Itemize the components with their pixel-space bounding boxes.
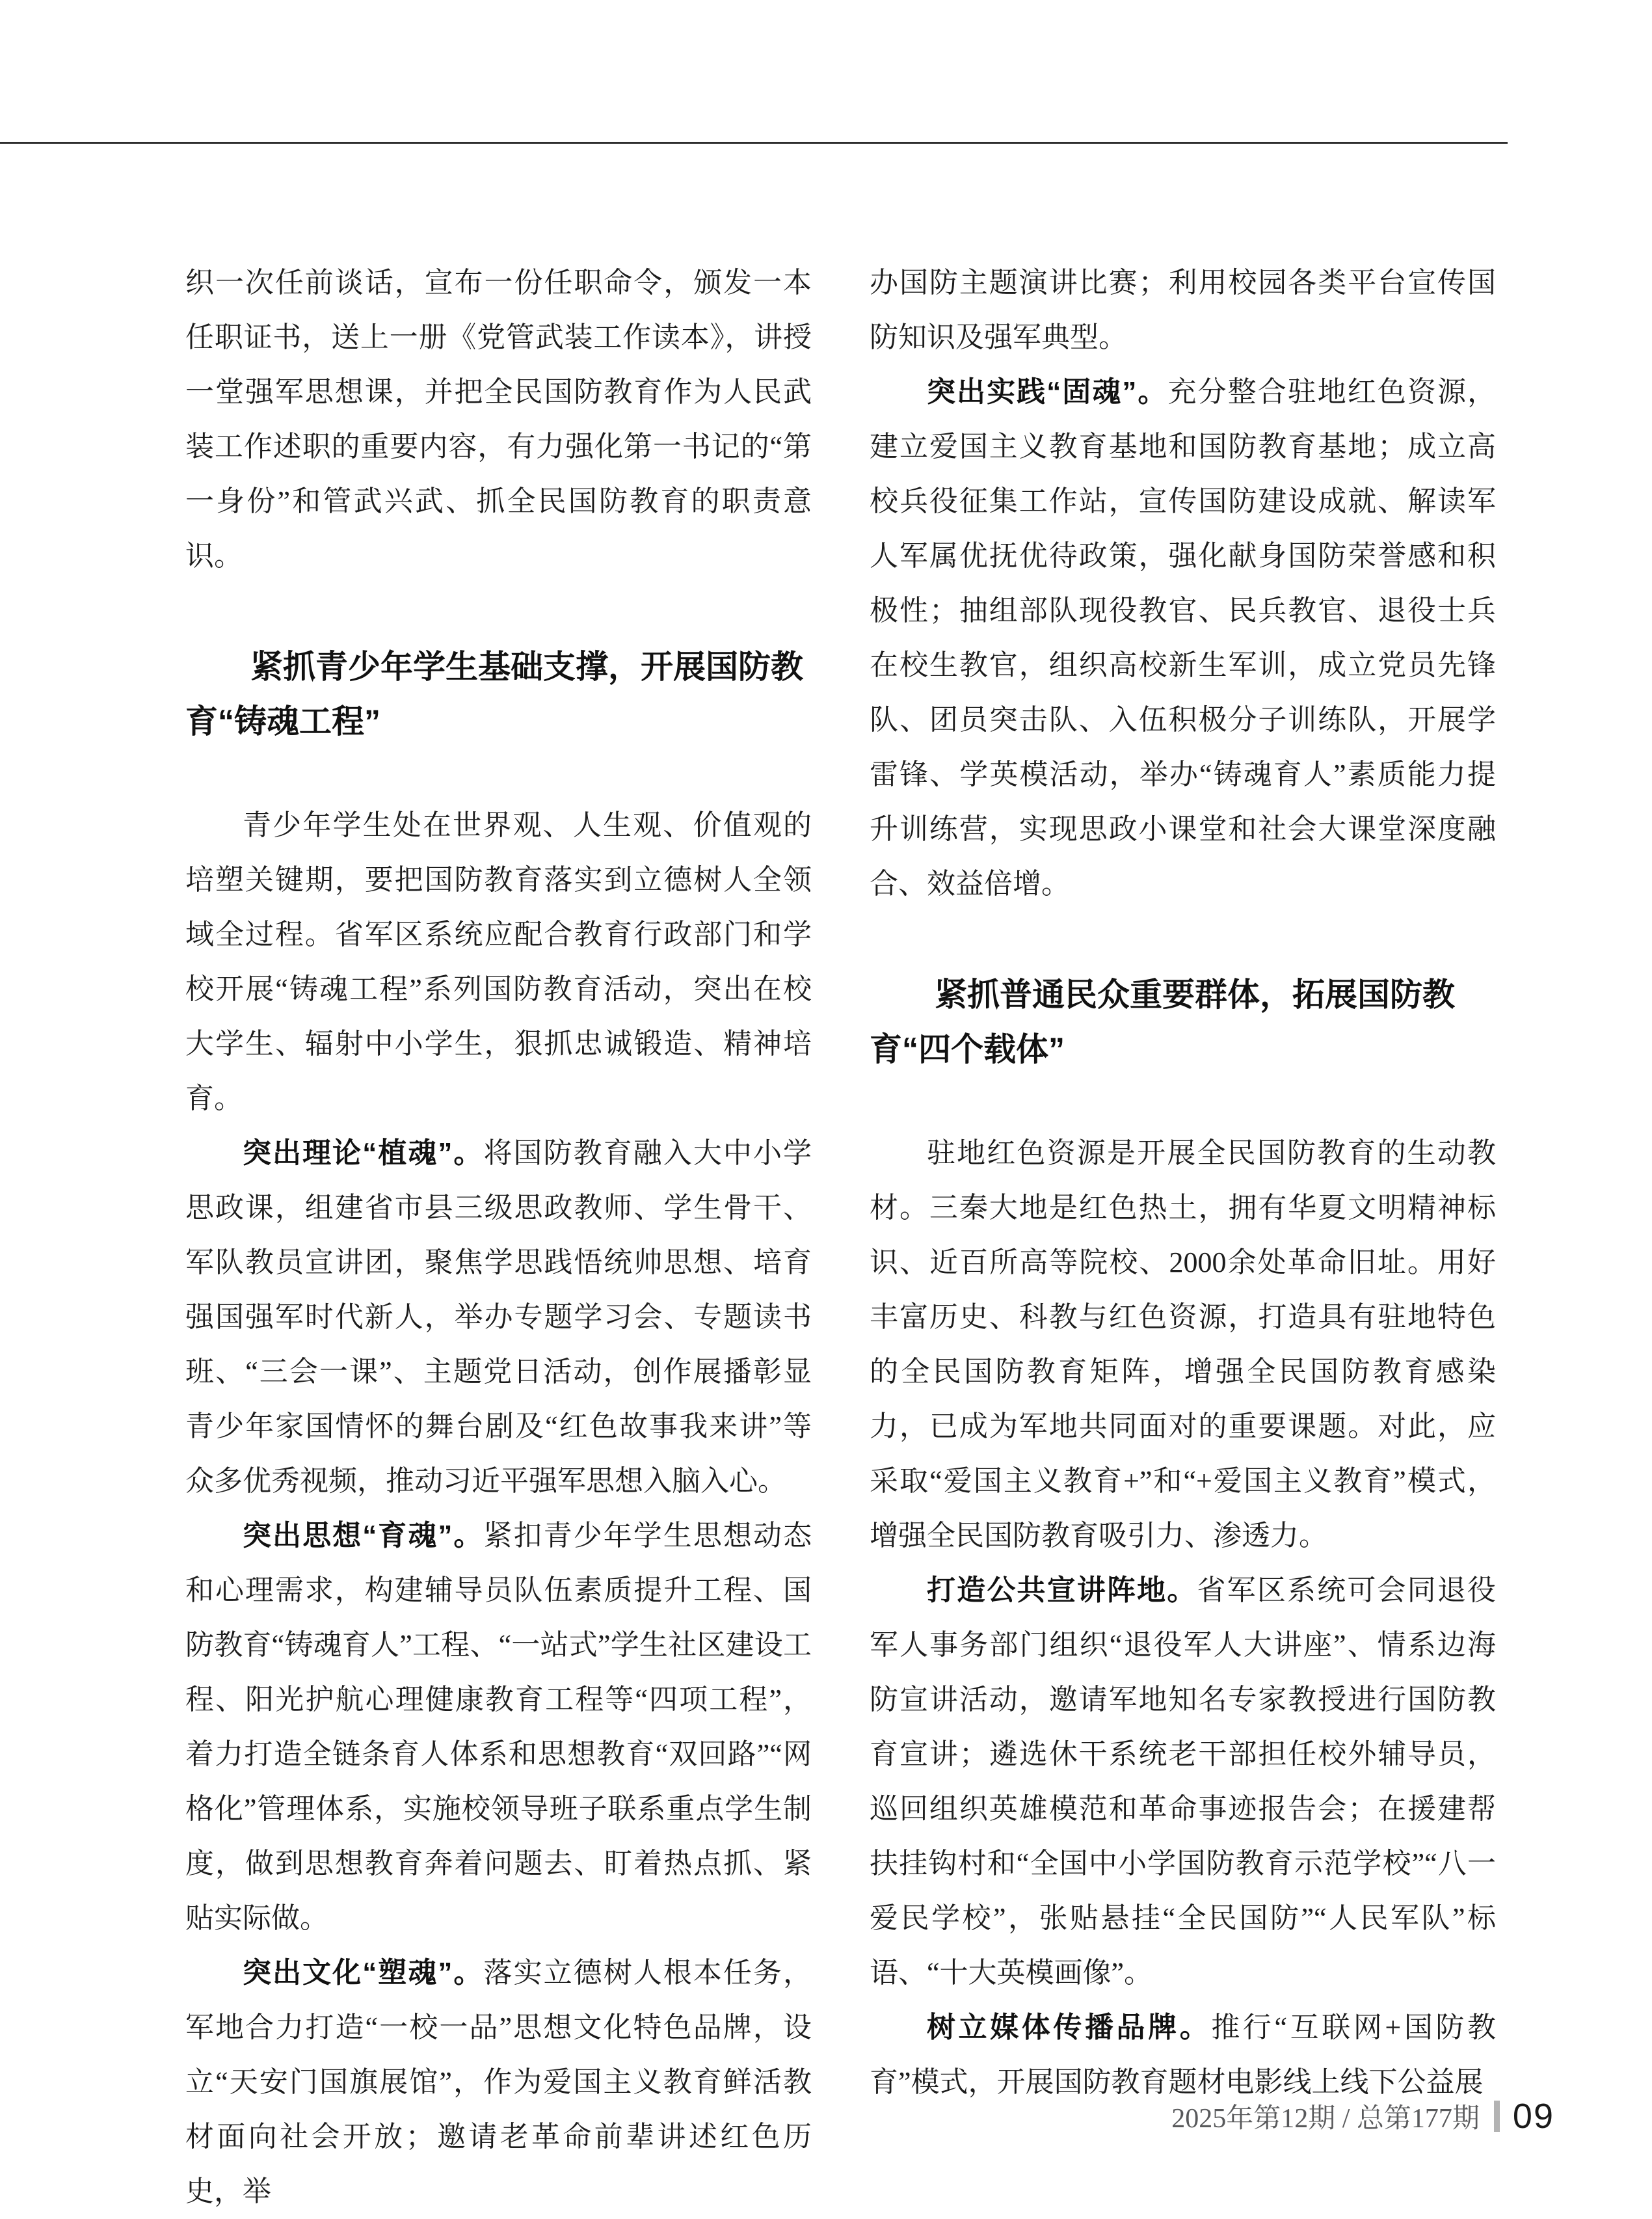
section-heading: 紧抓青少年学生基础支撑，开展国防教育“铸魂工程” <box>185 649 803 740</box>
paragraph-lead: 突出实践“固魂”。 <box>927 376 1168 408</box>
paragraph: 办国防主题演讲比赛；利用校园各类平台宣传国防知识及强军典型。 <box>870 267 1496 353</box>
section-heading: 紧抓普通民众重要群体，拓展国防教育“四个载体” <box>870 976 1455 1068</box>
paragraph: 突出文化“塑魂”。落实立德树人根本任务，军地合力打造“一校一品”思想文化特色品牌，设立“天安门国旗展馆”，作为爱国主义教育鲜活教材面向社会开放；邀请老革命前辈讲述红色历史，举 <box>185 1957 812 2207</box>
paragraph: 树立媒体传播品牌。推行“互联网+国防教育”模式，开展国防教育题材电影线上线下公益展 <box>870 2011 1496 2098</box>
header-rule <box>0 142 1508 144</box>
paragraph-lead: 树立媒体传播品牌。 <box>927 2011 1212 2043</box>
paragraph: 打造公共宣讲阵地。省军区系统可会同退役军人事务部门组织“退役军人大讲座”、情系边海防宣讲活动，邀请军地知名专家教授进行国防教育宣讲；遴选休干系统老干部担任校外辅导员，巡回组织英雄模范和革命事迹报告会；在援建帮扶挂钩村和“全国中小学国防教育示范学校”“八一爱民学校”，张贴悬挂“全民国防”“人民军队”标语、“十大英模画像”。 <box>870 1574 1496 1989</box>
paragraph-lead: 突出文化“塑魂”。 <box>243 1957 484 1989</box>
text-column-right <box>870 256 1496 2110</box>
text-column-left <box>185 256 812 2219</box>
paragraph: 突出思想“育魂”。紧扣青少年学生思想动态和心理需求，构建辅导员队伍素质提升工程、国防教育“铸魂育人”工程、“一站式”学生社区建设工程、阳光护航心理健康教育工程等“四项工程”，着力打造全链条育人体系和思想教育“双回路”“网格化”管理体系，实施校领导班子联系重点学生制度，做到思想教育奔着问题去、盯着热点抓、紧贴实际做。 <box>185 1520 812 1934</box>
paragraph: 突出理论“植魂”。将国防教育融入大中小学思政课，组建省市县三级思政教师、学生骨干、军队教员宣讲团，聚焦学思践悟统帅思想、培育强国强军时代新人，举办专题学习会、专题读书班、“三会一课”、主题党日活动，创作展播彰显青少年家国情怀的舞台剧及“红色故事我来讲”等众多优秀视频，推动习近平强军思想入脑入心。 <box>185 1137 812 1497</box>
paragraph: 驻地红色资源是开展全民国防教育的生动教材。三秦大地是红色热土，拥有华夏文明精神标识、近百所高等院校、2000余处革命旧址。用好丰富历史、科教与红色资源，打造具有驻地特色的全民国防教育矩阵，增强全民国防教育感染力，已成为军地共同面对的重要课题。对此，应采取“爱国主义教育+”和“+爱国主义教育”模式，增强全民国防教育吸引力、渗透力。 <box>870 1137 1496 1552</box>
footer-issue: 2025年第12期 / 总第177期 <box>1171 2104 1480 2134</box>
paragraph-lead: 突出理论“植魂”。 <box>243 1137 484 1169</box>
paragraph: 织一次任前谈话，宣布一份任职命令，颁发一本任职证书，送上一册《党管武装工作读本》，讲授一堂强军思想课，并把全民国防教育作为人民武装工作述职的重要内容，有力强化第一书记的“第一身份”和管武兴武、抓全民国防教育的职责意识。 <box>185 267 812 572</box>
page-footer <box>846 2096 1554 2136</box>
paragraph-lead: 打造公共宣讲阵地。 <box>927 1574 1197 1606</box>
paragraph-lead: 突出思想“育魂”。 <box>243 1520 484 1552</box>
paragraph: 青少年学生处在世界观、人生观、价值观的培塑关键期，要把国防教育落实到立德树人全领域全过程。省军区系统应配合教育行政部门和学校开展“铸魂工程”系列国防教育活动，突出在校大学生、辐射中小学生，狠抓忠诚锻造、精神培育。 <box>185 809 812 1114</box>
page-number: 09 <box>1512 2097 1554 2136</box>
footer-divider-bar <box>1494 2101 1500 2132</box>
paragraph: 突出实践“固魂”。充分整合驻地红色资源，建立爱国主义教育基地和国防教育基地；成立高校兵役征集工作站，宣传国防建设成就、解读军人军属优抚优待政策，强化献身国防荣誉感和积极性；抽组部队现役教官、民兵教官、退役士兵在校生教官，组织高校新生军训，成立党员先锋队、团员突击队、入伍积极分子训练队，开展学雷锋、学英模活动，举办“铸魂育人”素质能力提升训练营，实现思政小课堂和社会大课堂深度融合、效益倍增。 <box>870 376 1497 900</box>
